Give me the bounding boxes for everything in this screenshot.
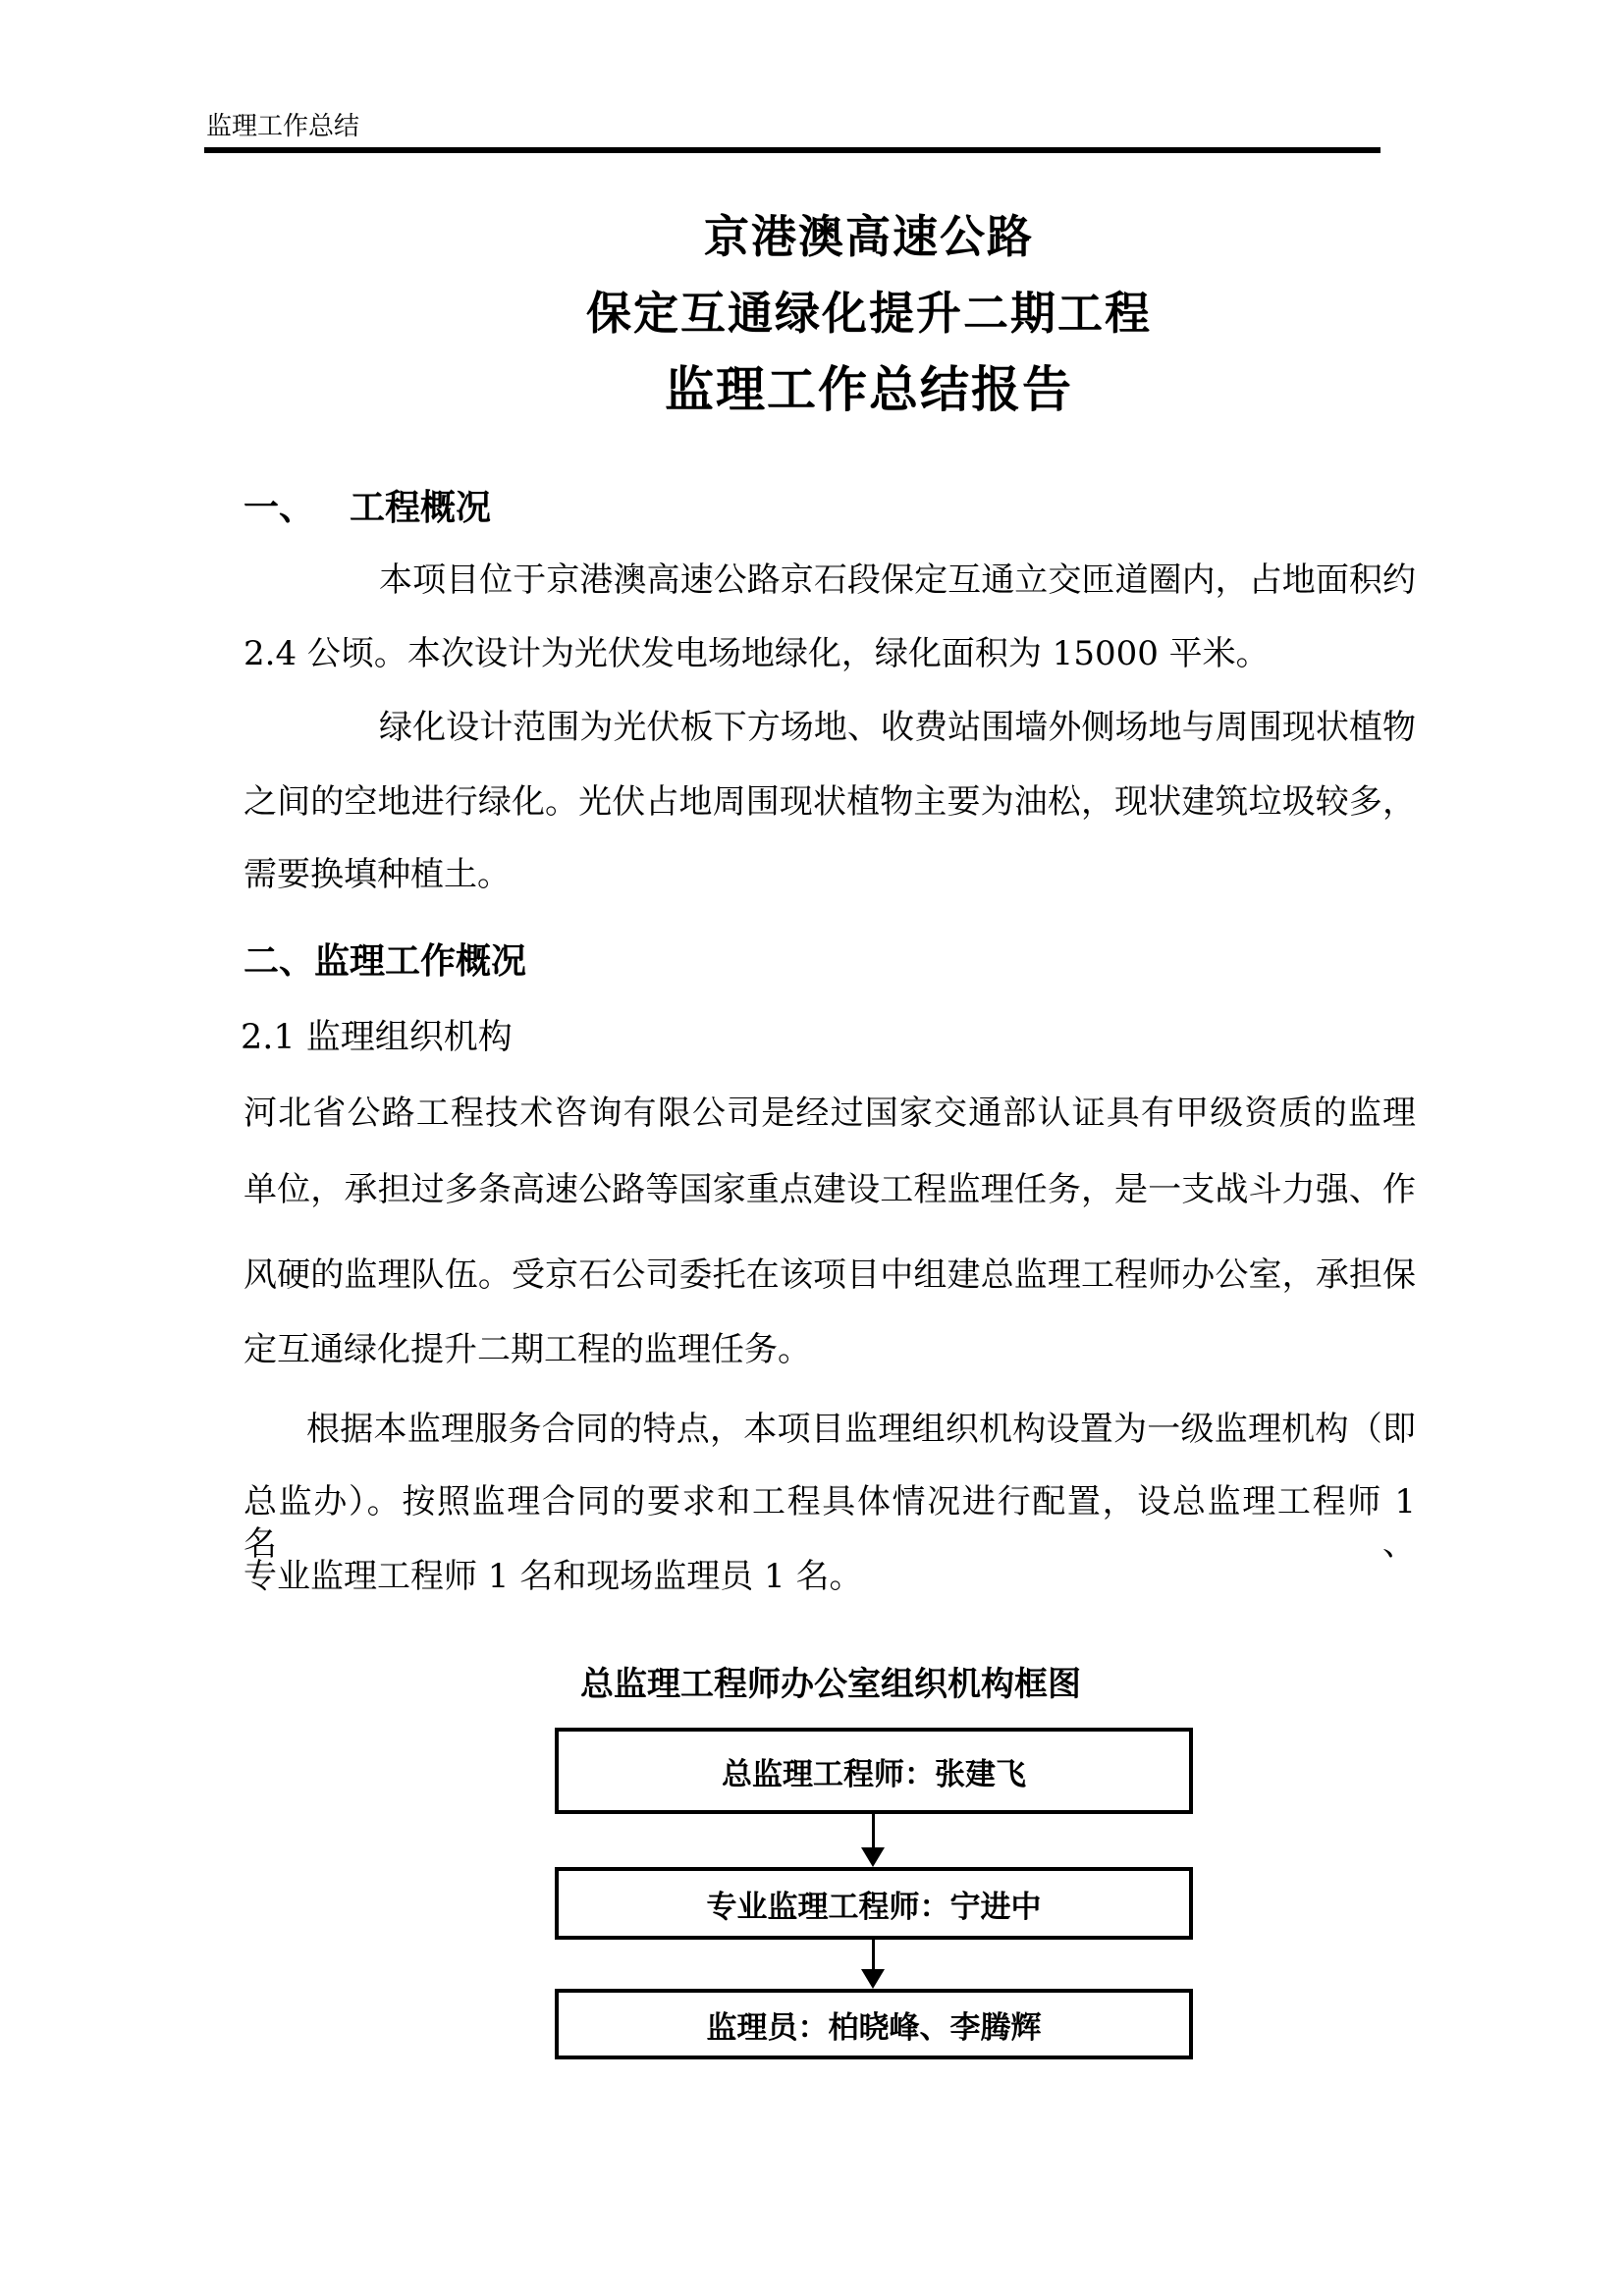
down-arrow-connector-2: [872, 1940, 875, 1971]
section1-title: 工程概况: [350, 488, 492, 528]
doc-title-line-3: 监理工作总结报告: [665, 360, 1073, 418]
paragraph-line: 需要换填种植土。: [244, 855, 511, 894]
org-box-supervisors: [555, 1989, 1193, 2059]
section1-number: 一、: [244, 488, 315, 528]
doc-title-line-1: 京港澳高速公路: [704, 210, 1034, 263]
org-box-label: 专业监理工程师：宁进中: [706, 1889, 1042, 1925]
org-box-chief-supervision-engineer: [555, 1728, 1193, 1814]
section2-heading: 二、监理工作概况: [244, 941, 527, 982]
doc-title-line-2: 保定互通绿化提升二期工程: [586, 287, 1152, 340]
down-arrow-connector-1: [872, 1814, 875, 1849]
page-header-text: 监理工作总结: [206, 112, 360, 141]
down-arrow-head-2: [861, 1969, 885, 1989]
paragraph-line: 河北省公路工程技术咨询有限公司是经过国家交通部认证具有甲级资质的监理: [244, 1094, 1416, 1133]
paragraph-line: 总监办）。按照监理合同的要求和工程具体情况进行配置，设总监理工程师 1 名、: [244, 1482, 1416, 1564]
paragraph-line: 风硬的监理队伍。受京石公司委托在该项目中组建总监理工程师办公室，承担保: [244, 1255, 1416, 1295]
paragraph-line: 本项目位于京港澳高速公路京石段保定互通立交匝道圈内，占地面积约: [379, 561, 1416, 600]
section2-subheading: 2.1 监理组织机构: [241, 1018, 513, 1057]
paragraph-line: 2.4 公顷。本次设计为光伏发电场地绿化，绿化面积为 15000 平米。: [244, 634, 1270, 673]
paragraph-line: 根据本监理服务合同的特点，本项目监理组织机构设置为一级监理机构（即: [306, 1410, 1416, 1449]
down-arrow-head-1: [861, 1847, 885, 1867]
section1-heading: [244, 487, 491, 529]
org-box-professional-supervision-engineer: [555, 1867, 1193, 1940]
org-box-label: 总监理工程师：张建飞: [722, 1756, 1026, 1792]
org-chart-title: 总监理工程师办公室组织机构框图: [580, 1665, 1081, 1704]
paragraph-line: 单位，承担过多条高速公路等国家重点建设工程监理任务，是一支战斗力强、作: [244, 1170, 1416, 1209]
paragraph-line: 定互通绿化提升二期工程的监理任务。: [244, 1330, 811, 1369]
paragraph-line: 专业监理工程师 1 名和现场监理员 1 名。: [244, 1557, 863, 1596]
header-rule: [204, 147, 1380, 153]
paragraph-line: 之间的空地进行绿化。光伏占地周围现状植物主要为油松，现状建筑垃圾较多，: [244, 782, 1416, 822]
org-box-label: 监理员：柏晓峰、李腾辉: [706, 2009, 1042, 2046]
paragraph-line: 绿化设计范围为光伏板下方场地、收费站围墙外侧场地与周围现状植物: [379, 708, 1416, 747]
